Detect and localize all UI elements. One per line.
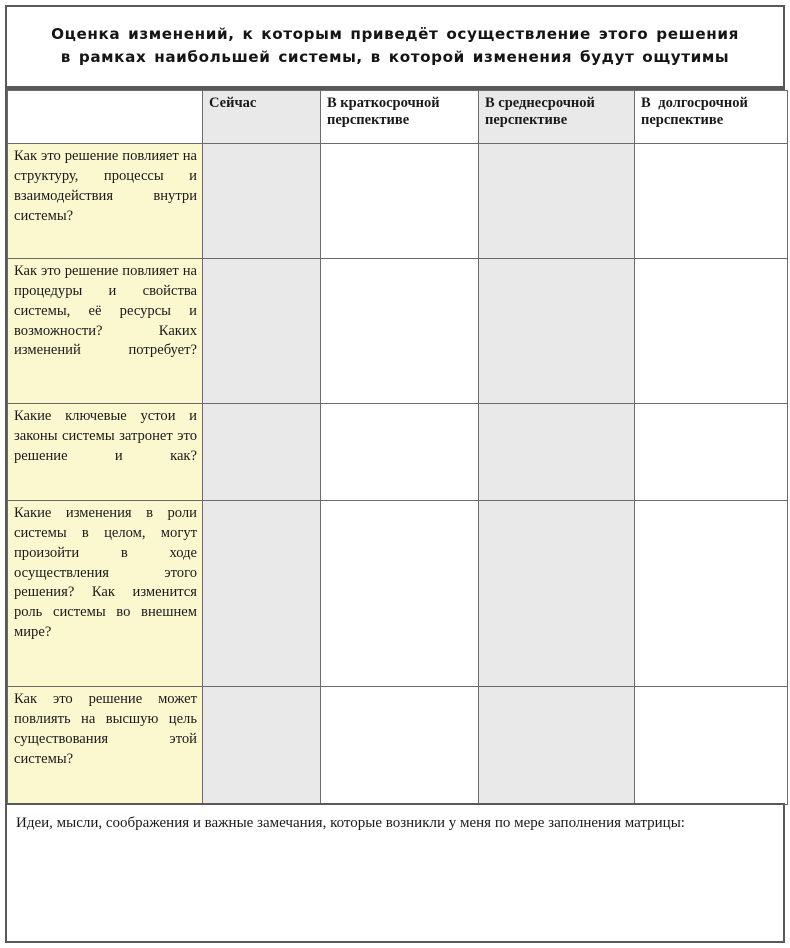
table-row	[8, 259, 788, 404]
answer-cell-mid-4[interactable]	[479, 501, 635, 687]
answer-cell-mid-2[interactable]	[479, 259, 635, 404]
answer-cell-now-2[interactable]	[203, 259, 321, 404]
table-row	[8, 144, 788, 259]
answer-cell-short-3[interactable]	[321, 404, 479, 501]
answer-cell-long-2[interactable]	[635, 259, 788, 404]
answer-cell-short-2[interactable]	[321, 259, 479, 404]
answer-cell-mid-3[interactable]	[479, 404, 635, 501]
page-title-line-2: в рамках наибольшей системы, в которой изменения будут ощутимы	[60, 47, 730, 66]
page-title-text	[51, 23, 739, 67]
question-cell-role	[8, 501, 203, 687]
header-corner-cell	[8, 91, 203, 144]
column-header-short-term: В краткосрочной перспективе	[321, 91, 479, 144]
question-cell-higher-purpose	[8, 687, 203, 805]
page-title	[5, 5, 785, 88]
notes-prompt: Идеи, мысли, соображения и важные замечания, которые возникли у меня по мере заполнения матрицы:	[16, 815, 685, 831]
answer-cell-now-4[interactable]	[203, 501, 321, 687]
page-title-line-1: Оценка изменений, к которым приведёт осуществление этого решения	[51, 25, 739, 44]
answer-cell-now-1[interactable]	[203, 144, 321, 259]
table-row	[8, 404, 788, 501]
column-header-long-term: В долгосрочной перспективе	[635, 91, 788, 144]
answer-cell-long-1[interactable]	[635, 144, 788, 259]
question-text: Какие изменения в роли системы в целом, могут произойти в ходе осуществления этого решения? Как изменится роль системы во внешнем мире?	[14, 505, 197, 641]
answer-cell-long-5[interactable]	[635, 687, 788, 805]
table-row	[8, 687, 788, 805]
answer-cell-now-3[interactable]	[203, 404, 321, 501]
answer-cell-short-1[interactable]	[321, 144, 479, 259]
table-header-row	[8, 91, 788, 144]
answer-cell-now-5[interactable]	[203, 687, 321, 805]
answer-cell-mid-1[interactable]	[479, 144, 635, 259]
matrix-table	[7, 90, 788, 805]
question-text: Какие ключевые устои и законы системы затронет это решение и как?	[14, 408, 197, 464]
answer-cell-short-5[interactable]	[321, 687, 479, 805]
question-cell-foundations	[8, 404, 203, 501]
question-cell-procedures	[8, 259, 203, 404]
answer-cell-long-3[interactable]	[635, 404, 788, 501]
question-text: Как это решение повлияет на структуру, процессы и взаимодействия внутри системы?	[14, 148, 197, 224]
answer-cell-mid-5[interactable]	[479, 687, 635, 805]
assessment-matrix	[5, 88, 785, 803]
question-text: Как это решение может повлиять на высшую цель существования этой системы?	[14, 691, 197, 767]
column-header-mid-term: В среднесрочной перспективе	[479, 91, 635, 144]
question-text: Как это решение повлияет на процедуры и свойства системы, её ресурсы и возможности? Каких изменений потребует?	[14, 263, 197, 359]
answer-cell-long-4[interactable]	[635, 501, 788, 687]
question-cell-structure	[8, 144, 203, 259]
table-row	[8, 501, 788, 687]
answer-cell-short-4[interactable]	[321, 501, 479, 687]
column-header-now: Сейчас	[203, 91, 321, 144]
notes-section[interactable]	[5, 803, 785, 943]
